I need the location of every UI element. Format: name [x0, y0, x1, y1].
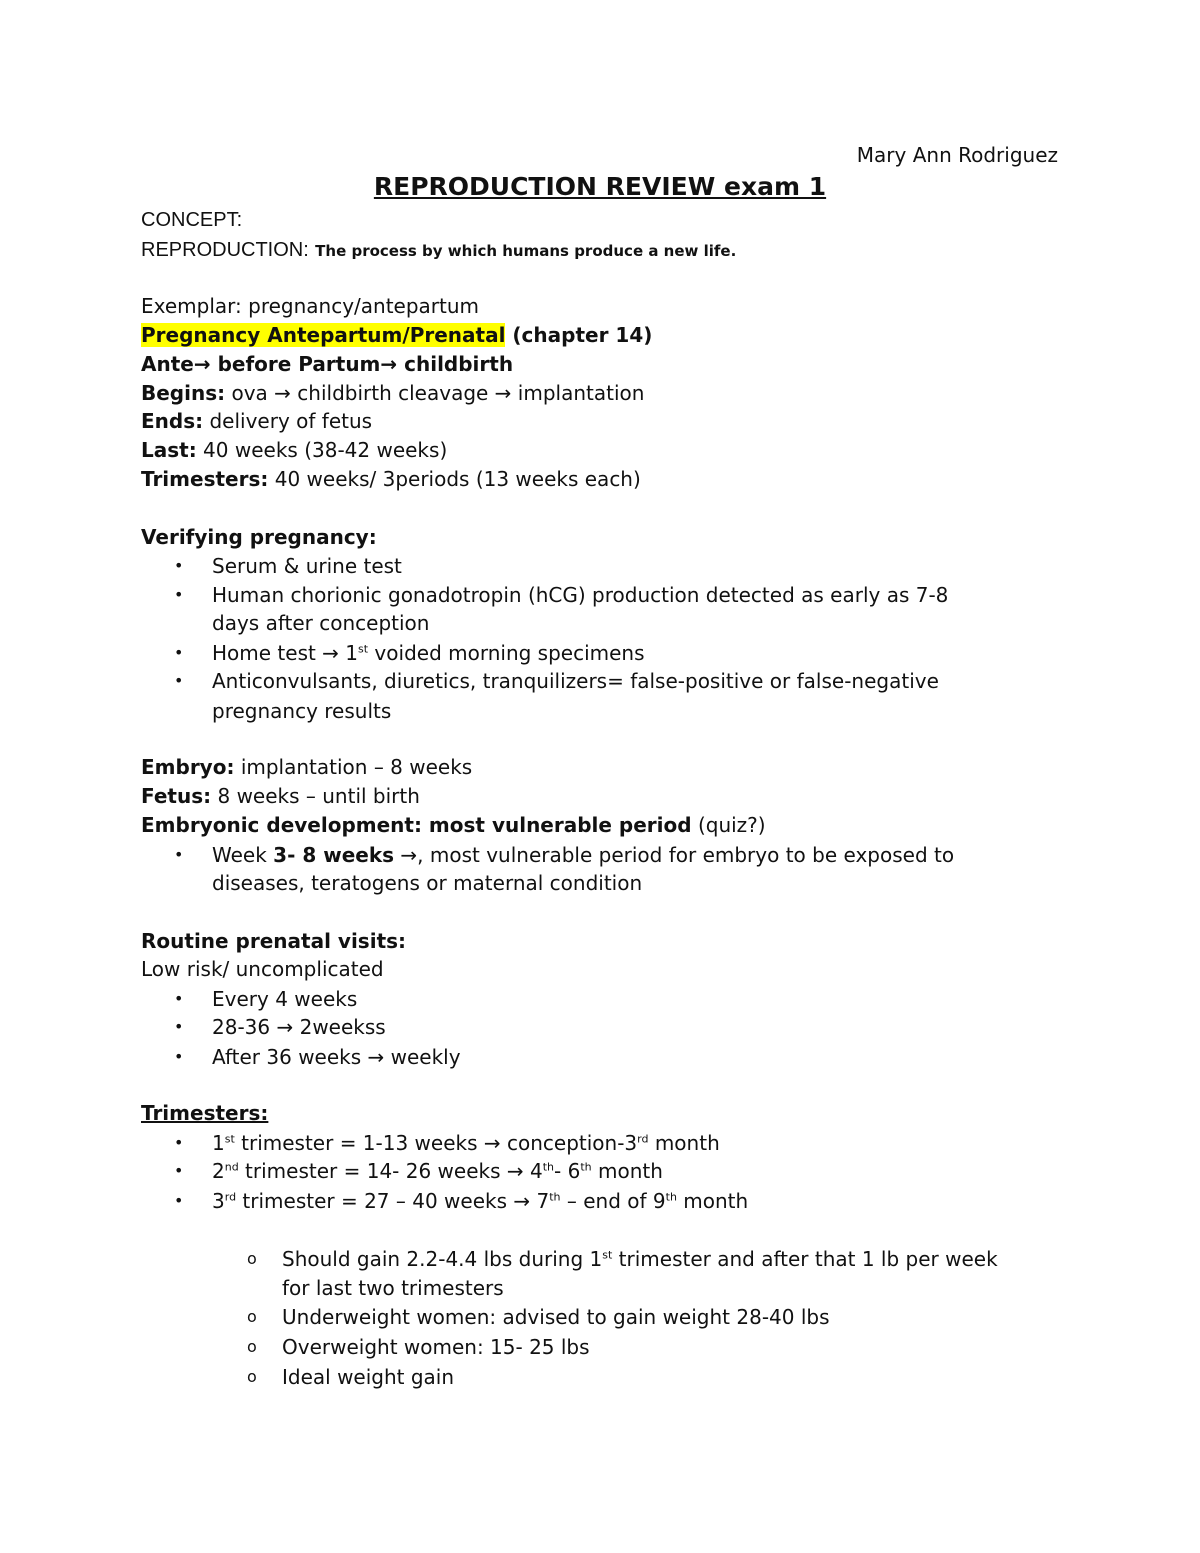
document-title: REPRODUCTION REVIEW exam 1 [373, 172, 827, 201]
bullet-icon: • [174, 556, 184, 575]
sub-bullet-icon: o [247, 1367, 257, 1386]
sub-list-item: Ideal weight gain [282, 1365, 455, 1389]
quiz-note: (quiz?) [691, 813, 766, 837]
list-item-text: Should gain 2.2-4.4 lbs during 1 [282, 1247, 603, 1271]
sub-bullet-icon: o [247, 1307, 257, 1326]
bullet-icon: • [174, 845, 184, 864]
list-item-second-trimester [212, 1158, 663, 1184]
list-item-text: 2 [212, 1159, 225, 1183]
bullet-icon: • [174, 1191, 184, 1210]
list-item-text: – end of 9 [560, 1189, 666, 1213]
list-item-text: 1 [212, 1131, 225, 1155]
list-item: Human chorionic gonadotropin (hCG) production detected as early as 7-8 [212, 583, 949, 607]
sub-list-item [282, 1246, 998, 1272]
bullet-icon: • [174, 989, 184, 1008]
fact-value: delivery of fetus [203, 409, 373, 433]
fact-ends [141, 408, 372, 434]
fact-label: Begins: [141, 381, 226, 405]
bullet-icon: • [174, 585, 184, 604]
list-item-text: →, most vulnerable period for embryo to be exposed to [394, 843, 955, 867]
routine-heading: Routine prenatal visits: [141, 929, 407, 953]
list-item-text: month [591, 1159, 663, 1183]
sub-list-item-continuation: for last two trimesters [282, 1276, 504, 1300]
fact-value: 40 weeks/ 3periods (13 weeks each) [268, 467, 641, 491]
list-item-continuation: pregnancy results [212, 699, 392, 723]
list-item-third-trimester [212, 1188, 748, 1214]
list-item: Serum & urine test [212, 554, 402, 578]
bullet-icon: • [174, 1017, 184, 1036]
fact-label: Ends: [141, 409, 204, 433]
bullet-icon: • [174, 671, 184, 690]
ante-partum-line: Ante→ before Partum→ childbirth [141, 352, 514, 376]
embryo-value: implantation – 8 weeks [234, 755, 473, 779]
reproduction-term: REPRODUCTION: [141, 239, 309, 261]
superscript: th [580, 1160, 592, 1174]
list-item: 28-36 → 2weekss [212, 1015, 386, 1039]
verifying-heading: Verifying pregnancy: [141, 525, 377, 549]
reproduction-definition-text: The process by which humans produce a new life. [315, 242, 737, 260]
fact-last [141, 437, 447, 463]
pregnancy-heading-highlight: Pregnancy Antepartum/Prenatal [141, 323, 506, 347]
superscript: rd [637, 1132, 649, 1146]
sub-list-item: Overweight women: 15- 25 lbs [282, 1335, 590, 1359]
superscript: st [358, 642, 369, 656]
list-item-text: 3 [212, 1189, 225, 1213]
bullet-icon: • [174, 1161, 184, 1180]
superscript: nd [224, 1160, 239, 1174]
embryonic-development-label: Embryonic development: most vulnerable period [141, 813, 692, 837]
trimesters-heading: Trimesters: [141, 1101, 269, 1125]
list-item-text: trimester = 1-13 weeks → conception-3 [234, 1131, 638, 1155]
superscript: st [224, 1132, 235, 1146]
fact-label: Last: [141, 438, 197, 462]
list-item: Every 4 weeks [212, 987, 358, 1011]
list-item-text: voided morning specimens [368, 641, 645, 665]
fact-trimesters [141, 466, 641, 492]
superscript: rd [224, 1190, 237, 1204]
list-item-text: Home test → 1 [212, 641, 359, 665]
chapter-note: (chapter 14) [505, 323, 653, 347]
embryo-line [141, 754, 472, 780]
reproduction-definition [141, 236, 736, 264]
list-item: Anticonvulsants, diuretics, tranquilizers= false-positive or false-negative [212, 669, 939, 693]
embryonic-development-heading [141, 812, 766, 838]
sub-list-item: Underweight women: advised to gain weight 28-40 lbs [282, 1305, 830, 1329]
sub-bullet-icon: o [247, 1249, 257, 1268]
list-item-text: month [648, 1131, 720, 1155]
fetus-value: 8 weeks – until birth [211, 784, 420, 808]
fact-label: Trimesters: [141, 467, 269, 491]
list-item-text: Week [212, 843, 274, 867]
list-item-text: trimester and after that 1 lb per week [612, 1247, 998, 1271]
bullet-icon: • [174, 1047, 184, 1066]
pregnancy-heading [141, 322, 652, 348]
superscript: th [542, 1160, 555, 1174]
list-item [212, 640, 645, 666]
list-item-continuation: diseases, teratogens or maternal condition [212, 871, 643, 895]
list-item: After 36 weeks → weekly [212, 1045, 461, 1069]
list-item-continuation: days after conception [212, 611, 430, 635]
superscript: th [665, 1190, 677, 1204]
superscript: st [602, 1248, 613, 1262]
routine-subheading: Low risk/ uncomplicated [141, 957, 384, 981]
list-item [212, 842, 954, 868]
embryo-label: Embryo: [141, 755, 235, 779]
list-item-first-trimester [212, 1130, 720, 1156]
sub-bullet-icon: o [247, 1337, 257, 1356]
list-item-text: trimester = 14- 26 weeks → 4 [238, 1159, 543, 1183]
fetus-line [141, 783, 420, 809]
week-range: 3- 8 weeks [273, 843, 395, 867]
fetus-label: Fetus: [141, 784, 212, 808]
bullet-icon: • [174, 643, 184, 662]
list-item-text: - 6 [554, 1159, 581, 1183]
superscript: th [549, 1190, 561, 1204]
fact-value: ova → childbirth cleavage → implantation [225, 381, 645, 405]
list-item-text: month [676, 1189, 749, 1213]
concept-label: CONCEPT: [141, 209, 243, 231]
list-item-text: trimester = 27 – 40 weeks → 7 [236, 1189, 550, 1213]
bullet-icon: • [174, 1133, 184, 1152]
fact-begins [141, 380, 644, 406]
exemplar-line: Exemplar: pregnancy/antepartum [141, 294, 480, 318]
author-name: Mary Ann Rodriguez [856, 143, 1058, 167]
fact-value: 40 weeks (38-42 weeks) [196, 438, 448, 462]
